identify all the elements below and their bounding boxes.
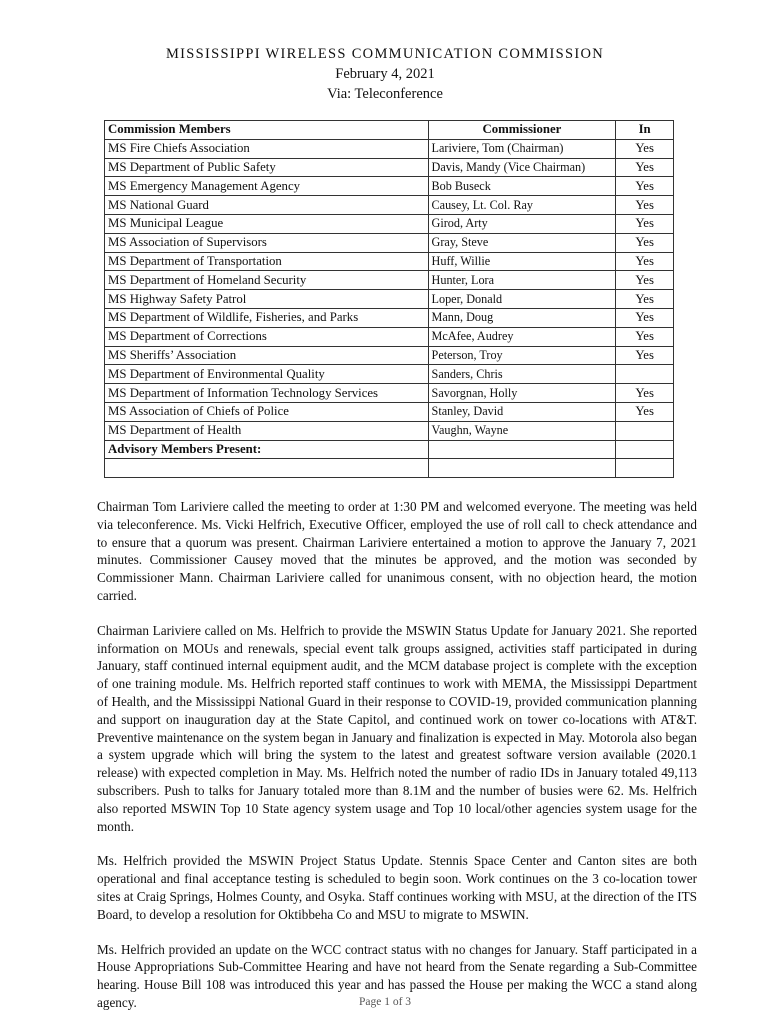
commissioner-name: Loper, Donald [428,290,616,309]
attendance-status: Yes [616,290,674,309]
advisory-empty-cell [428,440,616,459]
commission-title: MISSISSIPPI WIRELESS COMMUNICATION COMMISSION [165,46,605,62]
commissioner-name: Causey, Lt. Col. Ray [428,196,616,215]
table-row [105,158,674,177]
table-row [105,384,674,403]
meeting-date: February 4, 2021 [335,66,435,82]
attendance-status: Yes [616,158,674,177]
paragraph-project-status: Ms. Helfrich provided the MSWIN Project Status Update. Stennis Space Center and Canton sites are both operational and final acceptance testing is scheduled to begin soon. Work continues on the 3 co-location tower sites at Craig Springs, Holmes County, and Osyka. Staff continues working with MSU, at the direction of the ITS Board, to develop a resolution for Oktibbeha Co and MSU to migrate to MSWIN. [97,853,697,922]
table-row [105,402,674,421]
table-row [105,233,674,252]
member-organization: MS National Guard [105,196,429,215]
table-row [105,214,674,233]
commissioner-name: McAfee, Audrey [428,327,616,346]
attendance-table [104,120,674,478]
table-row [105,327,674,346]
table-row [105,139,674,158]
commissioner-name: Bob Buseck [428,177,616,196]
attendance-status [616,421,674,440]
table-row [105,421,674,440]
table-row [105,308,674,327]
table-row [105,346,674,365]
attendance-status: Yes [616,271,674,290]
member-organization: MS Highway Safety Patrol [105,290,429,309]
page-number: Page 1 of 3 [358,996,412,1008]
blank-cell [428,459,616,478]
paragraph-call-to-order: Chairman Tom Lariviere called the meeting to order at 1:30 PM and welcomed everyone. The meeting was held via teleconference. Ms. Vicki Helfrich, Executive Officer, employed the use of roll call to check attendance and to ensure that a quorum was present. Chairman Lariviere entertained a motion to approve the January 7, 2021 minutes. Commissioner Causey moved that the minutes be approved, and the motion was seconded by Commissioner Mann. Chairman Lariviere called for unanimous consent, with no objection heard, the motion carried. [97,499,697,603]
paragraph-status-update: Chairman Lariviere called on Ms. Helfrich to provide the MSWIN Status Update for January 2021. She reported information on MOUs and renewals, special event talk groups assigned, activities staff participated in during January, staff continued internal equipment audit, and the MCM database project is complete with the exception of one training module. Ms. Helfrich reported staff continues to work with MEMA, the Mississippi Department of Health, and the Mississippi National Guard in their response to COVID-19, provided communication planning and support on inauguration day at the State Capitol, and continued work on tower co-locations with AT&T. Preventive maintenance on the system began in January and finalization is expected in May. Motorola also began a system upgrade which will bring the system to the latest and greatest software version available (2020.1 release) with expected completion in May. Ms. Helfrich noted the number of radio IDs in January totaled 49,113 subscribers. Push to talks for January totaled more than 8.1M and the number of busies were 62. Ms. Helfrich also reported MSWIN Top 10 State agency system usage and Top 10 local/other agencies system usage for the month. [97,622,697,834]
member-organization: MS Department of Environmental Quality [105,365,429,384]
member-organization: MS Association of Supervisors [105,233,429,252]
commissioner-name: Girod, Arty [428,214,616,233]
advisory-row [105,440,674,459]
attendance-status: Yes [616,177,674,196]
commissioner-name: Hunter, Lora [428,271,616,290]
commissioner-name: Huff, Willie [428,252,616,271]
table-row [105,252,674,271]
member-organization: MS Department of Public Safety [105,158,429,177]
meeting-venue: Via: Teleconference [327,86,443,102]
member-organization: MS Fire Chiefs Association [105,139,429,158]
attendance-status: Yes [616,233,674,252]
commissioner-name: Peterson, Troy [428,346,616,365]
commissioner-name: Vaughn, Wayne [428,421,616,440]
attendance-status: Yes [616,196,674,215]
member-organization: MS Association of Chiefs of Police [105,402,429,421]
blank-row [105,459,674,478]
member-organization: MS Sheriffs’ Association [105,346,429,365]
advisory-members-label: Advisory Members Present: [105,440,429,459]
attendance-status: Yes [616,214,674,233]
commissioner-name: Mann, Doug [428,308,616,327]
attendance-table-body [105,139,674,440]
commissioner-name: Gray, Steve [428,233,616,252]
attendance-status: Yes [616,327,674,346]
attendance-status: Yes [616,346,674,365]
column-header-in: In [616,121,674,140]
member-organization: MS Department of Information Technology Services [105,384,429,403]
member-organization: MS Municipal League [105,214,429,233]
table-row [105,271,674,290]
attendance-status [616,365,674,384]
column-header-members: Commission Members [105,121,429,140]
member-organization: MS Emergency Management Agency [105,177,429,196]
attendance-status: Yes [616,139,674,158]
member-organization: MS Department of Transportation [105,252,429,271]
blank-cell [105,459,429,478]
commissioner-name: Savorgnan, Holly [428,384,616,403]
attendance-status: Yes [616,402,674,421]
column-header-commissioner: Commissioner [428,121,616,140]
commissioner-name: Sanders, Chris [428,365,616,384]
blank-cell [616,459,674,478]
table-row [105,196,674,215]
table-row [105,177,674,196]
commissioner-name: Davis, Mandy (Vice Chairman) [428,158,616,177]
member-organization: MS Department of Health [105,421,429,440]
document-header [0,44,770,104]
minutes-body [97,498,697,1029]
member-organization: MS Department of Wildlife, Fisheries, and Parks [105,308,429,327]
commissioner-name: Stanley, David [428,402,616,421]
member-organization: MS Department of Corrections [105,327,429,346]
table-row [105,290,674,309]
table-row [105,365,674,384]
advisory-empty-cell [616,440,674,459]
attendance-table-header-row [105,121,674,140]
commissioner-name: Lariviere, Tom (Chairman) [428,139,616,158]
paragraph-contract-status: Ms. Helfrich provided an update on the WCC contract status with no changes for January. Staff participated in a House Appropriations Sub-Committee Hearing and have not heard from the Senate regarding a Sub-Committee hearing. House Bill 108 was introduced this year and has passed the House per making the WCC a stand along agency. [97,941,697,1010]
member-organization: MS Department of Homeland Security [105,271,429,290]
attendance-status: Yes [616,252,674,271]
attendance-status: Yes [616,384,674,403]
attendance-status: Yes [616,308,674,327]
